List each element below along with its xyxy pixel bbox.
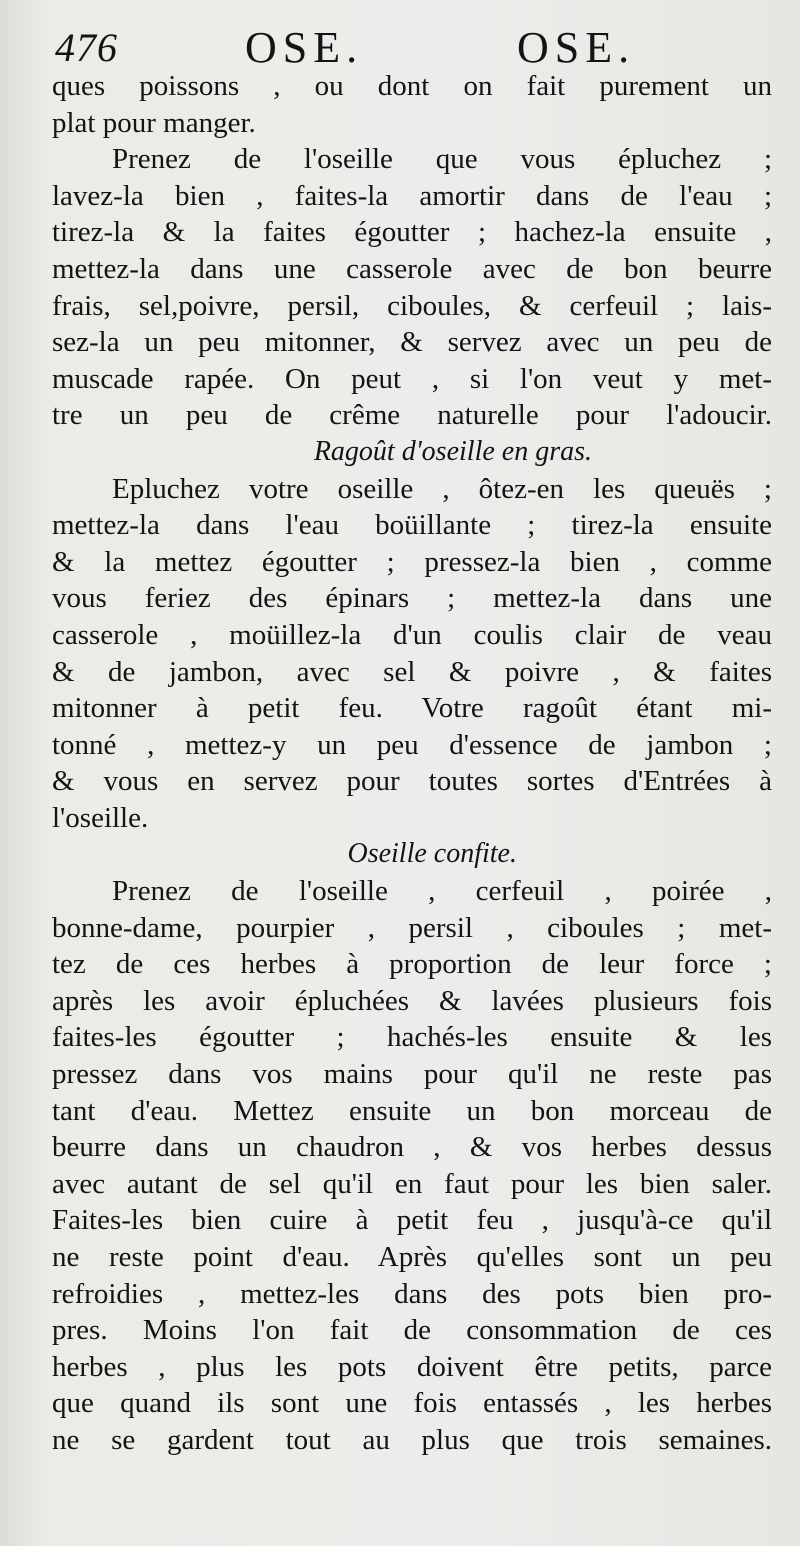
running-head-right: OSE.	[517, 23, 636, 72]
text-line: mettez-la dans une casserole avec de bon beurre	[52, 252, 772, 285]
text-line: refroidies , mettez-les dans des pots bien pro-	[52, 1277, 772, 1310]
text-line: ne se gardent tout au plus que trois semaines.	[52, 1423, 772, 1456]
text-line: mettez-la dans l'eau boüillante ; tirez-la ensuite	[52, 509, 772, 542]
text-line: tant d'eau. Mettez ensuite un bon morceau de	[52, 1094, 772, 1127]
running-head-left: OSE.	[245, 23, 364, 72]
text-line: pressez dans vos mains pour qu'il ne reste pas	[52, 1058, 772, 1091]
page-number: 476	[55, 25, 118, 70]
section-heading: Ragoût d'oseille en gras.	[313, 435, 592, 467]
text-line: sez-la un peu mitonner, & servez avec un peu de	[52, 326, 772, 359]
text-line: l'oseille.	[52, 801, 149, 834]
text-line: frais, sel,poivre, persil, ciboules, & cerfeuil ; lais-	[52, 289, 772, 322]
body-text	[52, 68, 772, 1459]
text-line: herbes , plus les pots doivent être petits, parce	[52, 1350, 772, 1383]
text-line: ne reste point d'eau. Après qu'elles sont un peu	[52, 1241, 772, 1273]
text-line: que quand ils sont une fois entassés , les herbes	[52, 1387, 772, 1420]
text-line: Prenez de l'oseille que vous épluchez ;	[112, 143, 772, 176]
text-line: faites-les égoutter ; hachés-les ensuite & les	[52, 1021, 772, 1054]
text-line: & vous en servez pour toutes sortes d'Entrées à	[52, 765, 772, 798]
text-line: tirez-la & la faites égoutter ; hachez-la ensuite ,	[52, 216, 772, 249]
text-line: & de jambon, avec sel & poivre , & faites	[52, 655, 772, 688]
text-line: muscade rapée. On peut , si l'on veut y met-	[52, 362, 772, 395]
text-line: ques poissons , ou dont on fait purement un	[52, 70, 772, 102]
text-line: tonné , mettez-y un peu d'essence de jambon ;	[52, 728, 772, 761]
text-line: pres. Moins l'on fait de consommation de ces	[52, 1314, 772, 1347]
section-heading: Oseille confite.	[347, 838, 517, 870]
text-line: beurre dans un chaudron , & vos herbes dessus	[52, 1131, 772, 1164]
text-line: & la mettez égoutter ; pressez-la bien , comme	[52, 545, 772, 578]
page-header	[55, 18, 775, 74]
text-line: tre un peu de crême naturelle pour l'adoucir.	[52, 399, 772, 432]
text-line: plat pour manger.	[52, 106, 256, 139]
text-line: tez de ces herbes à proportion de leur force ;	[52, 948, 772, 981]
text-line: Epluchez votre oseille , ôtez-en les queuës ;	[112, 472, 772, 505]
text-line: avec autant de sel qu'il en faut pour les bien saler.	[52, 1167, 772, 1200]
text-line: lavez-la bien , faites-la amortir dans de l'eau ;	[52, 179, 772, 212]
text-line: bonne-dame, pourpier , persil , ciboules ; met-	[52, 911, 772, 944]
text-line: Prenez de l'oseille , cerfeuil , poirée ,	[112, 875, 772, 908]
text-line: vous feriez des épinars ; mettez-la dans une	[52, 582, 772, 615]
text-line: après les avoir épluchées & lavées plusieurs fois	[52, 984, 772, 1017]
text-line: Faites-les bien cuire à petit feu , jusqu'à-ce qu'il	[52, 1204, 772, 1237]
text-line: mitonner à petit feu. Votre ragoût étant mi-	[52, 692, 772, 725]
text-line: casserole , moüillez-la d'un coulis clair de veau	[52, 618, 772, 651]
